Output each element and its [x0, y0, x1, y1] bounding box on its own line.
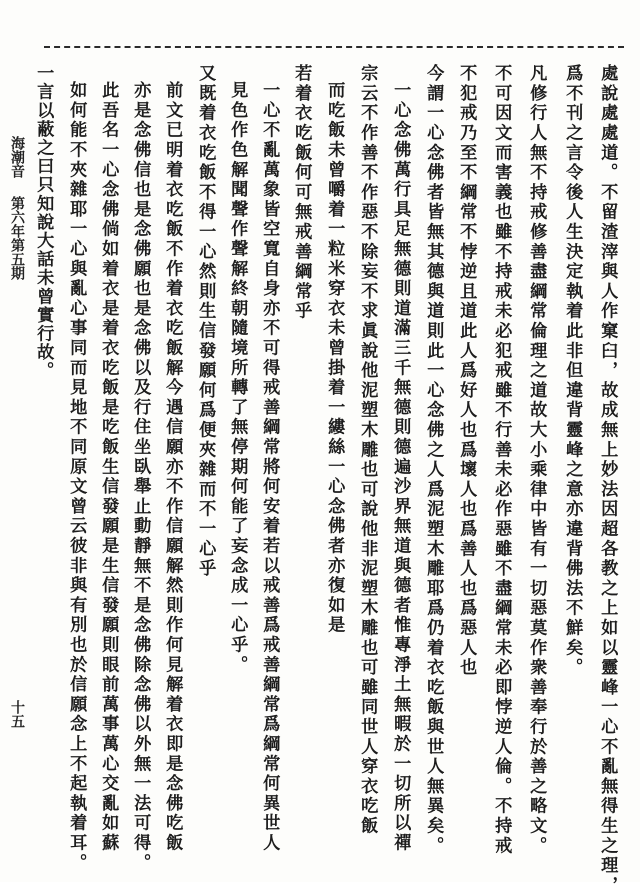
text-column-4: 不可因文而害義也雖不持戒未必犯戒雖不行善未必作惡雖不盡綱常未必即悖逆人倫。不持戒 [491, 64, 512, 856]
text-column-2: 爲不刊之言令後人生決定執着此非但違背靈峰之意亦違背佛法不鮮矣。 [562, 64, 583, 678]
text-column-9: 而吃飯未曾嚼着一粒米穿衣未曾掛着一縷絲一心念佛者亦復如是 [324, 81, 345, 636]
page-number: 十五 [9, 700, 25, 728]
top-dashed-rule [44, 46, 624, 48]
journal-title: 海潮音 [9, 136, 25, 178]
text-column-17: 如何能不夾雜耶一心與亂心事同而見地不同原文曾云彼非與有別也於信願念上不起執着耳。 [66, 81, 87, 873]
text-column-8: 宗云不作善不作惡不除妄不求眞說他泥塑木雕也可說他非泥塑木雕也可雖同世人穿衣吃飯 [357, 64, 378, 837]
text-column-12: 見色作色解聞聲作聲解終朝隨境所轉了無停期何能了妄念成一心乎。 [227, 81, 248, 675]
text-column-6: 今謂一心念佛者皆無其德與道則此一心念佛之人爲泥塑木雕耶爲仍着衣吃飯與世人無異矣。 [423, 64, 444, 856]
text-column-11: 一心不亂萬象皆空寬自身亦不可得戒善綱常將何安着若以戒善爲戒善綱常爲綱常何異世人 [259, 81, 280, 854]
issue-label: 第六年第五期 [9, 196, 25, 280]
text-column-14: 前文已明着衣吃飯不作着衣吃飯解今遇信願亦不作信願解然則作何見解着衣即是念佛吃飯 [162, 81, 183, 854]
text-column-1: 處說處處道。不留渣滓與人作窠臼，故成無上妙法因超各教之上如以靈峰一心不亂無得生之理， [597, 64, 618, 896]
text-column-18: 一言以蔽之曰只知說大話未曾實行故。 [33, 64, 54, 381]
text-column-13: 又既着衣吃飯不得一心然則生信發願何爲便夾雜而不一心乎 [195, 64, 216, 579]
text-column-10: 若着衣吃飯何可無戒善綱常乎 [291, 64, 312, 322]
text-column-7: 一心念佛萬行具足無德則道滿三千無德則德遍沙界無道與德者惟專淨土無暇於一切所以禪 [390, 81, 411, 854]
text-column-3: 凡修行人無不持戒修善盡綱常倫理之道故大小乘律中皆有一切惡莫作衆善奉行於善之略文。 [526, 64, 547, 856]
text-column-15: 亦是念佛信也是念佛願也是念佛以及行住坐臥舉止動靜無不是念佛除念佛以外無一法可得。 [130, 81, 151, 873]
text-column-16: 此吾名一心念佛倘如着衣是着衣吃飯是吃飯生信發願是生信發願則眼前萬事萬心交亂如蘇 [98, 81, 119, 854]
text-column-5: 不犯戒乃至不綱常不悖逆且道此人爲好人也爲壞人也爲善人也爲惡人也 [456, 64, 477, 678]
